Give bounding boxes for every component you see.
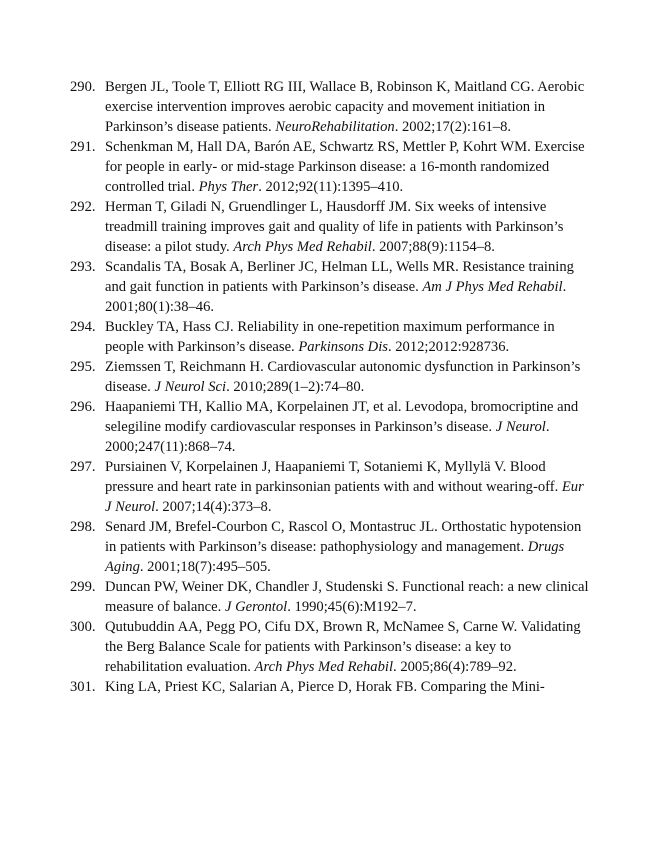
reference-authors-title: Buckley TA, Hass CJ. Reliability in one-repetition maximum performance in people with Parkinson’s disease.: [105, 319, 555, 355]
reference-text: [105, 317, 590, 357]
reference-number: 290.: [70, 79, 96, 95]
reference-authors-title: Pursiainen V, Korpelainen J, Haapaniemi T, Sotaniemi K, Myllylä V. Blood pressure and heart rate in parkinsonian patients with and without wearing-off.: [105, 459, 562, 495]
reference-journal: Arch Phys Med Rehabil: [254, 659, 394, 675]
reference-citation: . 2002;17(2):161–8.: [394, 119, 512, 135]
reference-item: [0, 77, 590, 137]
reference-authors-title: King LA, Priest KC, Salarian A, Pierce D, Horak FB. Comparing the Mini-: [105, 679, 545, 695]
reference-item: [0, 577, 590, 617]
reference-number: 295.: [70, 359, 96, 375]
reference-journal: Phys Ther: [198, 179, 259, 195]
reference-item: [0, 677, 590, 697]
reference-number: 298.: [70, 519, 96, 535]
reference-text: [105, 257, 590, 317]
reference-citation: . 1990;45(6):M192–7.: [287, 599, 417, 615]
reference-number: 299.: [70, 579, 96, 595]
reference-text: [105, 397, 590, 457]
reference-journal: J Neurol Sci: [154, 379, 227, 395]
reference-text: [105, 617, 590, 677]
reference-item: [0, 517, 590, 577]
reference-citation: . 2012;2012:928736.: [387, 339, 510, 355]
reference-item: [0, 397, 590, 457]
reference-number: 300.: [70, 619, 96, 635]
reference-item: [0, 457, 590, 517]
reference-number: 296.: [70, 399, 96, 415]
reference-item: [0, 257, 590, 317]
reference-journal: J Gerontol: [224, 599, 288, 615]
reference-number: 297.: [70, 459, 96, 475]
reference-authors-title: Qutubuddin AA, Pegg PO, Cifu DX, Brown R, McNamee S, Carne W. Validating the Berg Balance Scale for patients with Parkinson’s disease: a key to rehabilitation evaluation.: [105, 619, 581, 675]
reference-citation: . 2010;289(1–2):74–80.: [226, 379, 365, 395]
reference-journal: J Neurol: [495, 419, 546, 435]
reference-authors-title: Bergen JL, Toole T, Elliott RG III, Wallace B, Robinson K, Maitland CG. Aerobic exercise intervention improves aerobic capacity and movement initiation in Parkinson’s disease patients.: [105, 79, 585, 135]
reference-citation: . 2001;80(1):38–46.: [105, 279, 567, 315]
reference-citation: . 2000;247(11):868–74.: [105, 419, 550, 455]
reference-item: [0, 197, 590, 257]
reference-text: [105, 357, 590, 397]
reference-authors-title: Scandalis TA, Bosak A, Berliner JC, Helman LL, Wells MR. Resistance training and gait function in patients with Parkinson’s disease.: [105, 259, 574, 295]
reference-number: 301.: [70, 679, 96, 695]
reference-item: [0, 137, 590, 197]
reference-text: [105, 197, 590, 257]
reference-authors-title: Ziemssen T, Reichmann H. Cardiovascular autonomic dysfunction in Parkinson’s disease.: [105, 359, 581, 395]
reference-list: [0, 77, 590, 697]
reference-citation: . 2005;86(4):789–92.: [393, 659, 517, 675]
reference-number: 294.: [70, 319, 96, 335]
reference-journal: NeuroRehabilitation: [275, 119, 395, 135]
reference-authors-title: Herman T, Giladi N, Gruendlinger L, Hausdorff JM. Six weeks of intensive treadmill training improves gait and quality of life in patients with Parkinson’s disease: a pilot study.: [105, 199, 564, 255]
reference-item: [0, 357, 590, 397]
reference-journal: Eur J Neurol: [105, 479, 584, 515]
reference-citation: . 2001;18(7):495–505.: [139, 559, 271, 575]
reference-journal: Drugs Aging: [105, 539, 565, 575]
reference-text: [105, 577, 590, 617]
reference-authors-title: Duncan PW, Weiner DK, Chandler J, Studenski S. Functional reach: a new clinical measure of balance.: [105, 579, 589, 615]
reference-journal: Parkinsons Dis: [298, 339, 388, 355]
reference-authors-title: Schenkman M, Hall DA, Barón AE, Schwartz RS, Mettler P, Kohrt WM. Exercise for people in early- or mid-stage Parkinson disease: a 16-month randomized controlled trial.: [105, 139, 585, 195]
reference-authors-title: Senard JM, Brefel-Courbon C, Rascol O, Montastruc JL. Orthostatic hypotension in patients with Parkinson’s disease: pathophysiology and management.: [105, 519, 582, 555]
reference-citation: . 2012;92(11):1395–410.: [258, 179, 404, 195]
reference-citation: . 2007;88(9):1154–8.: [371, 239, 495, 255]
reference-text: [105, 137, 590, 197]
reference-authors-title: Haapaniemi TH, Kallio MA, Korpelainen JT, et al. Levodopa, bromocriptine and selegiline modify cardiovascular responses in Parkinson’s disease.: [105, 399, 579, 435]
reference-item: [0, 317, 590, 357]
reference-citation: . 2007;14(4):373–8.: [155, 499, 272, 515]
reference-item: [0, 617, 590, 677]
reference-number: 292.: [70, 199, 96, 215]
reference-number: 293.: [70, 259, 96, 275]
reference-journal: Arch Phys Med Rehabil: [233, 239, 372, 255]
reference-number: 291.: [70, 139, 96, 155]
reference-text: [105, 77, 590, 137]
reference-text: [105, 517, 590, 577]
reference-text: [105, 677, 590, 697]
reference-journal: Am J Phys Med Rehabil: [422, 279, 563, 295]
reference-text: [105, 457, 590, 517]
